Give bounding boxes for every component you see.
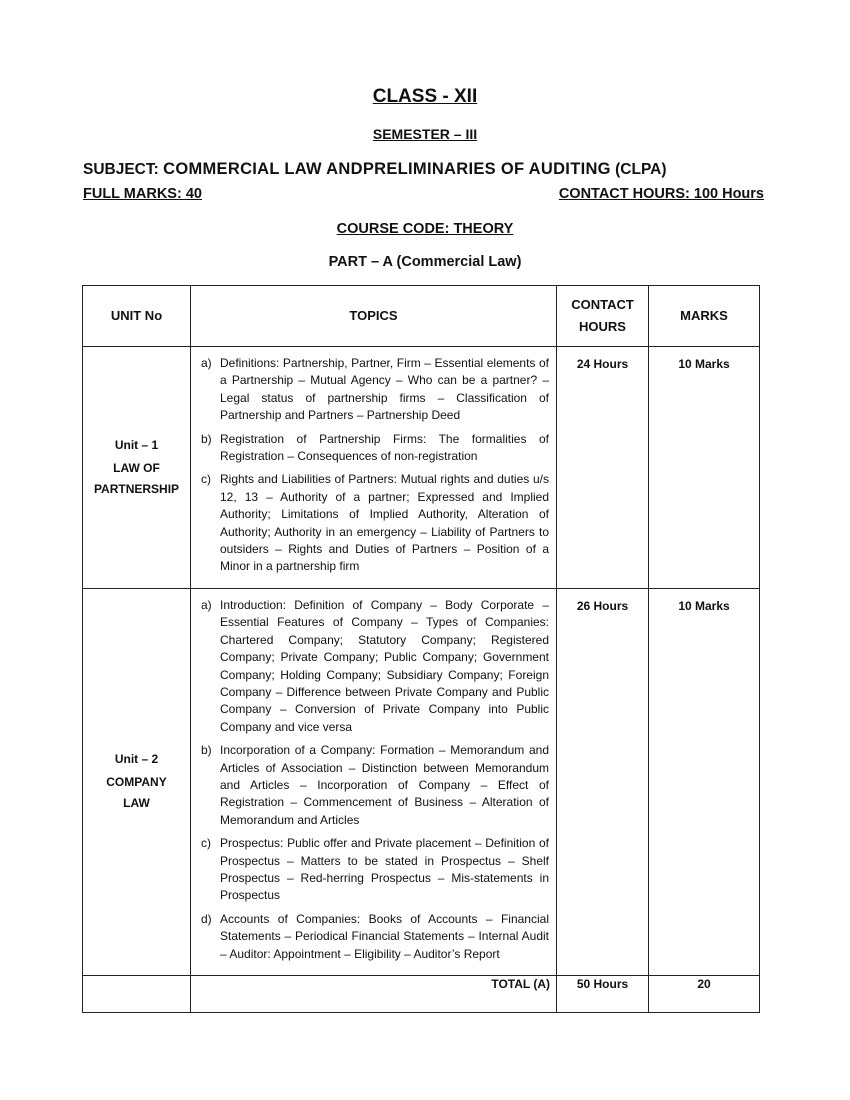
- unit-name-line1: COMPANY: [106, 775, 167, 790]
- subject-label: SUBJECT:: [83, 161, 159, 178]
- topic-item: [201, 835, 549, 905]
- part-heading: PART – A (Commercial Law): [328, 254, 522, 270]
- col-header-topics: TOPICS: [191, 286, 557, 347]
- table-row: [83, 347, 760, 589]
- contact-hours-cell: 24 Hours: [557, 347, 649, 589]
- topics-cell: [191, 347, 557, 589]
- unit-number: Unit – 1: [114, 437, 159, 452]
- topic-text: Rights and Liabilities of Partners: Mutual rights and duties u/s 12, 13 – Authority of a partner; Expressed and Implied Authority; Limitations of Implied Authority, Alteration of Authority; Authority in an emergency – Liability of Partners to outsiders – Rights and Duties of Partners – Position of a Minor in a partnership firm: [220, 472, 549, 574]
- unit-cell: [83, 347, 191, 589]
- topic-text: Definitions: Partnership, Partner, Firm – Essential elements of a Partnership – Mutual Agency – Who can be a partner? – Legal status of partnership firms – Classification of Partnership and Partners – Partnership Deed: [220, 356, 549, 423]
- total-label: TOTAL (A): [191, 976, 557, 1013]
- topic-text: Introduction: Definition of Company – Body Corporate – Essential Features of Company – Types of Companies: Chartered Company; Statutory Company; Registered Company; Private Company; Public Company; Government Company; Holding Company; Subsidiary Company; Foreign Company – Difference between Private Company and Public Company – Conversion of Private Company into Public Company and vice versa: [220, 597, 549, 734]
- unit-name-line2: LAW: [123, 796, 150, 811]
- total-row: [83, 976, 760, 1013]
- full-marks: FULL MARKS: 40: [83, 186, 202, 202]
- col-header-hours: [557, 286, 649, 347]
- topic-item: [201, 431, 549, 466]
- table-row: [83, 588, 760, 975]
- subject-code: (CLPA): [615, 161, 667, 178]
- col-header-hours-line2: HOURS: [579, 319, 626, 334]
- total-empty-cell: [83, 976, 191, 1013]
- topic-label: c): [201, 836, 211, 851]
- unit-name-line1: LAW OF: [113, 460, 160, 475]
- syllabus-table: [82, 285, 760, 1013]
- topic-text: Incorporation of a Company: Formation – Memorandum and Articles of Association – Distinction between Memorandum and Articles – Incorporation of Company – Effect of Registration – Commencement of Business – Alteration of Memorandum and Articles: [220, 743, 549, 827]
- table-header-row: [83, 286, 760, 347]
- total-hours: 50 Hours: [557, 976, 649, 1013]
- col-header-marks: MARKS: [649, 286, 760, 347]
- unit-name-line2: PARTNERSHIP: [93, 481, 180, 496]
- semester-heading: SEMESTER – III: [372, 126, 478, 142]
- marks-cell: 10 Marks: [649, 588, 760, 975]
- contact-hours-cell: 26 Hours: [557, 588, 649, 975]
- unit-cell: [83, 588, 191, 975]
- class-title: CLASS - XII: [372, 86, 478, 107]
- marks-cell: 10 Marks: [649, 347, 760, 589]
- unit-number: Unit – 2: [114, 752, 159, 767]
- col-header-unit: UNIT No: [83, 286, 191, 347]
- topic-text: Prospectus: Public offer and Private placement – Definition of Prospectus – Matters to be stated in Prospectus – Shelf Prospectus – Red-herring Prospectus – Mis-statements in Prospectus: [220, 836, 549, 903]
- topic-item: [201, 742, 549, 829]
- contact-hours: CONTACT HOURS: 100 Hours: [558, 186, 764, 202]
- topics-cell: [191, 588, 557, 975]
- subject-line: [83, 160, 667, 179]
- total-marks: 20: [649, 976, 760, 1013]
- topic-label: b): [201, 431, 212, 446]
- topic-item: [201, 597, 549, 736]
- topic-label: a): [201, 597, 212, 612]
- topic-label: a): [201, 356, 212, 370]
- topic-text: Registration of Partnership Firms: The formalities of Registration – Consequences of non-registration: [220, 431, 549, 464]
- topic-item: [201, 355, 549, 425]
- topic-label: c): [201, 472, 211, 487]
- col-header-hours-line1: CONTACT: [571, 297, 634, 312]
- topic-label: b): [201, 743, 212, 758]
- topic-text: Accounts of Companies: Books of Accounts – Financial Statements – Periodical Financial Statements – Internal Audit – Auditor: Appointment – Eligibility – Auditor’s Report: [220, 911, 549, 961]
- topic-item: [201, 911, 549, 963]
- subject-name: COMMERCIAL LAW ANDPRELIMINARIES OF AUDITING: [163, 160, 611, 178]
- course-code: COURSE CODE: THEORY: [336, 221, 514, 237]
- topic-item: [201, 471, 549, 575]
- topic-label: d): [201, 911, 212, 926]
